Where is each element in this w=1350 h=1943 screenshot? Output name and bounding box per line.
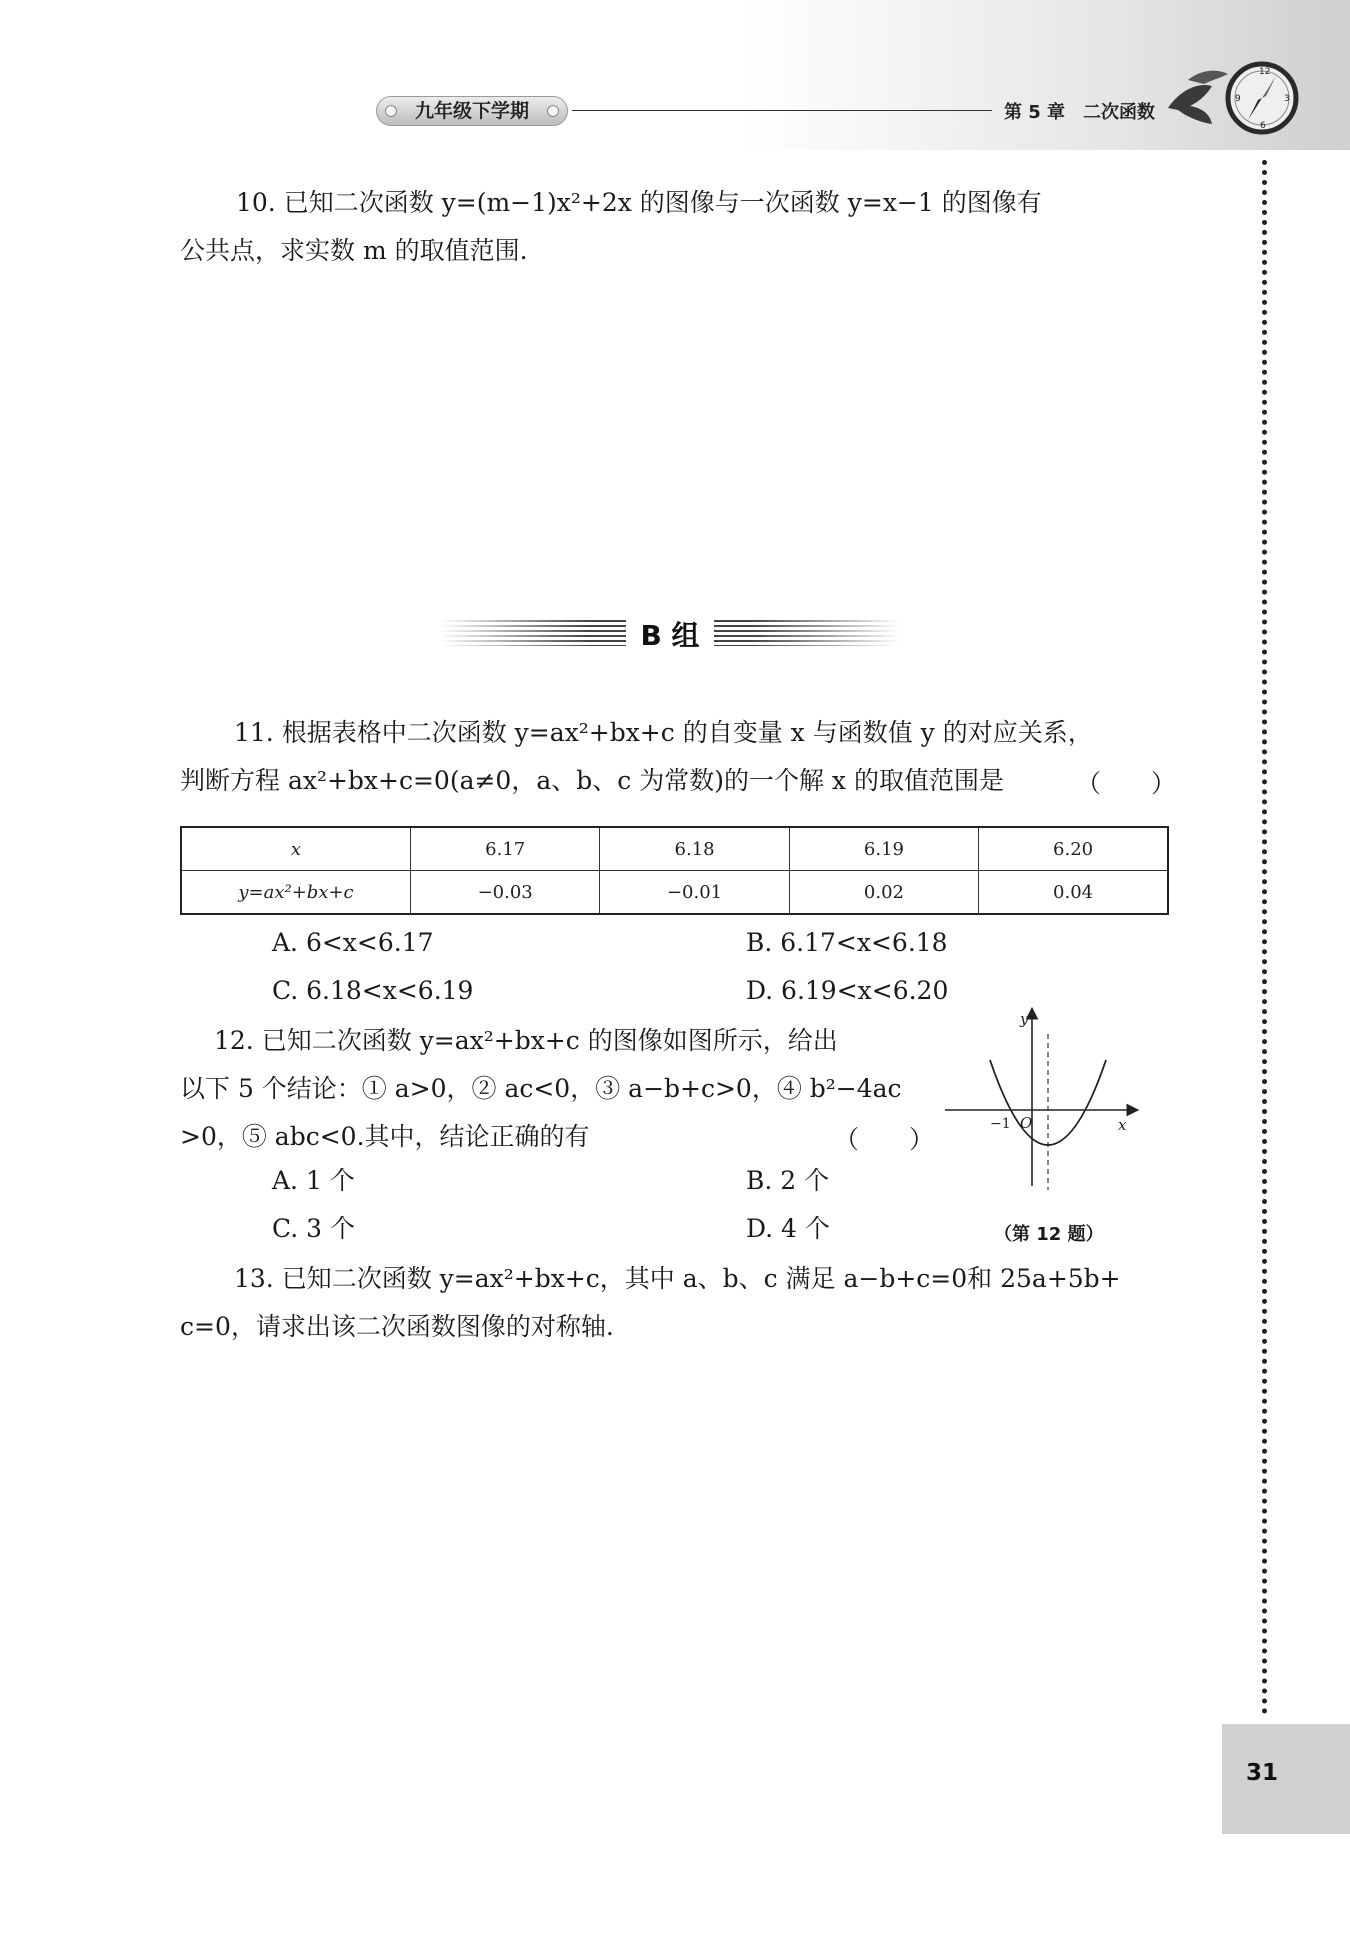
question-12-option-a: A. 1 个 [272, 1166, 355, 1195]
pill-dot-left [385, 105, 397, 117]
svg-text:6: 6 [1260, 121, 1266, 131]
header-band [0, 0, 1350, 150]
grade-label: 九年级下学期 [414, 100, 529, 122]
svg-text:9: 9 [1235, 94, 1241, 104]
page-number: 31 [1245, 1760, 1278, 1786]
value-table [180, 826, 1169, 915]
parabola-graph [940, 1004, 1140, 1194]
question-11-option-c: C. 6.18<x<6.19 [272, 976, 474, 1005]
x-axis-label: x [1118, 1116, 1127, 1134]
question-12-line-2: 以下 5 个结论：① a>0，② ac<0，③ a−b+c>0，④ b²−4ac [180, 1074, 902, 1103]
origin-label: O [1020, 1114, 1033, 1132]
figure-caption: （第 12 题） [994, 1224, 1104, 1245]
margin-dotted-rule [1262, 160, 1267, 1715]
question-11-option-d: D. 6.19<x<6.20 [746, 976, 949, 1005]
table-cell: 6.20 [979, 827, 1168, 871]
question-10-line-2: 公共点，求实数 m 的取值范围. [180, 236, 528, 265]
group-b-heading [440, 612, 900, 656]
group-b-label: B 组 [640, 619, 700, 652]
table-row [181, 827, 1168, 871]
svg-text:12: 12 [1259, 67, 1271, 77]
table-header-cell: y=ax²+bx+c [181, 871, 411, 915]
compass-logo-icon [1150, 50, 1310, 150]
question-10-line-1: 10. 已知二次函数 y=(m−1)x²+2x 的图像与一次函数 y=x−1 的图像有 [236, 188, 1042, 217]
question-11-option-a: A. 6<x<6.17 [272, 928, 434, 957]
question-13-line-1: 13. 已知二次函数 y=ax²+bx+c，其中 a、b、c 满足 a−b+c=0和 25a+5b+ [234, 1264, 1121, 1293]
question-12-option-d: D. 4 个 [746, 1214, 830, 1243]
y-axis-label: y [1020, 1010, 1029, 1028]
grade-badge [376, 96, 568, 126]
question-12-line-1: 12. 已知二次函数 y=ax²+bx+c 的图像如图所示，给出 [214, 1026, 838, 1055]
tick-label-minus-one: −1 [990, 1116, 1011, 1132]
heading-stripes-left [440, 620, 626, 646]
heading-stripes-right [714, 620, 900, 646]
header-rule [572, 110, 992, 111]
table-cell: −0.03 [411, 871, 600, 915]
table-cell: 6.19 [789, 827, 978, 871]
table-cell: 0.04 [979, 871, 1168, 915]
question-12-answer-blank: （ ） [834, 1125, 935, 1154]
question-11-line-1: 11. 根据表格中二次函数 y=ax²+bx+c 的自变量 x 与函数值 y 的对应关系， [234, 718, 1093, 747]
chapter-title: 第 5 章 二次函数 [1004, 102, 1156, 123]
question-11-line-2: 判断方程 ax²+bx+c=0(a≠0，a、b、c 为常数)的一个解 x 的取值范围是 [180, 766, 1004, 795]
table-row [181, 871, 1168, 915]
question-13-line-2: c=0，请求出该二次函数图像的对称轴. [180, 1312, 614, 1341]
svg-text:3: 3 [1284, 94, 1290, 104]
question-12-option-c: C. 3 个 [272, 1214, 355, 1243]
question-12-line-3: >0，⑤ abc<0.其中，结论正确的有 [180, 1122, 590, 1151]
question-11-answer-blank: （ ） [1076, 769, 1177, 798]
table-cell: 6.17 [411, 827, 600, 871]
table-cell: 0.02 [789, 871, 978, 915]
question-11-option-b: B. 6.17<x<6.18 [746, 928, 948, 957]
table-cell: −0.01 [600, 871, 789, 915]
question-12-option-b: B. 2 个 [746, 1166, 830, 1195]
table-header-cell: x [181, 827, 411, 871]
pill-dot-right [547, 105, 559, 117]
table-cell: 6.18 [600, 827, 789, 871]
